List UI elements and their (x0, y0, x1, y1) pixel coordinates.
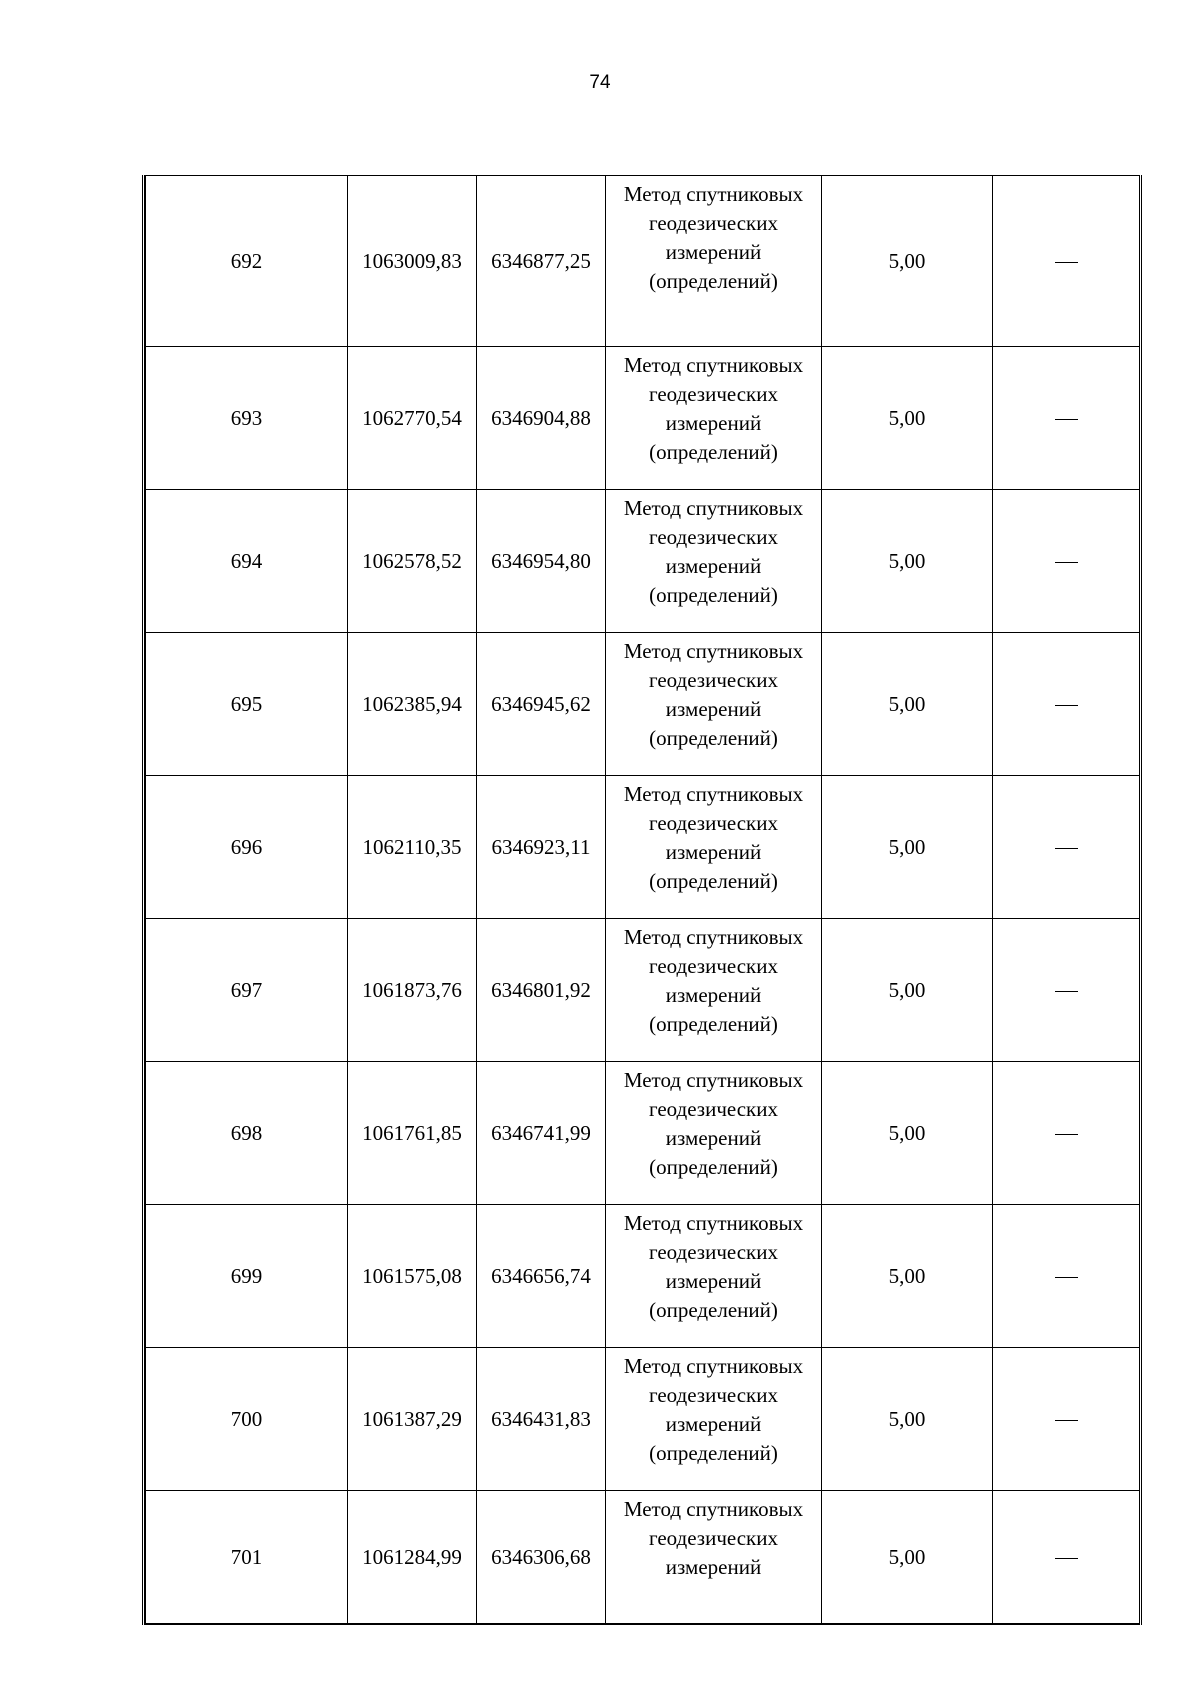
dash-mark (1055, 1277, 1078, 1278)
x-coordinate-cell: 1061873,76 (348, 919, 477, 1062)
method-cell (606, 347, 822, 490)
method-cell (606, 633, 822, 776)
method-line: геодезических (648, 668, 778, 692)
y-coordinate-cell: 6346877,25 (477, 176, 606, 347)
method-line: геодезических (648, 811, 778, 835)
method-line: Метод спутниковых (623, 639, 804, 663)
accuracy-cell: 5,00 (822, 1205, 993, 1348)
y-coordinate-cell: 6346431,83 (477, 1348, 606, 1491)
y-coordinate-cell: 6346954,80 (477, 490, 606, 633)
point-number-cell: 693 (146, 347, 348, 490)
table-row (146, 1062, 1140, 1205)
method-line: Метод спутниковых (623, 1211, 804, 1235)
point-number-cell: 699 (146, 1205, 348, 1348)
method-cell (606, 1491, 822, 1625)
dash-mark (1055, 562, 1078, 563)
method-line: геодезических (648, 1097, 778, 1121)
method-line: (определений) (649, 1441, 778, 1465)
method-line: (определений) (649, 1012, 778, 1036)
dash-mark (1055, 1134, 1078, 1135)
method-line: измерений (665, 554, 762, 578)
method-line: Метод спутниковых (623, 182, 804, 206)
method-line: измерений (665, 840, 762, 864)
method-line: измерений (665, 240, 762, 264)
method-line: геодезических (648, 525, 778, 549)
method-line: геодезических (648, 1526, 778, 1550)
method-cell (606, 176, 822, 347)
note-cell (993, 490, 1140, 633)
method-line: геодезических (648, 211, 778, 235)
y-coordinate-cell: 6346656,74 (477, 1205, 606, 1348)
method-line: (определений) (649, 583, 778, 607)
accuracy-cell: 5,00 (822, 490, 993, 633)
method-line: Метод спутниковых (623, 353, 804, 377)
y-coordinate-cell: 6346306,68 (477, 1491, 606, 1625)
method-line: измерений (665, 983, 762, 1007)
y-coordinate-cell: 6346923,11 (477, 776, 606, 919)
table-row (146, 347, 1140, 490)
method-line: Метод спутниковых (623, 925, 804, 949)
method-line: геодезических (648, 954, 778, 978)
accuracy-cell: 5,00 (822, 1062, 993, 1205)
x-coordinate-cell: 1063009,83 (348, 176, 477, 347)
note-cell (993, 776, 1140, 919)
table-row (146, 490, 1140, 633)
point-number-cell: 697 (146, 919, 348, 1062)
method-line: измерений (665, 697, 762, 721)
x-coordinate-cell: 1061761,85 (348, 1062, 477, 1205)
note-cell (993, 1062, 1140, 1205)
table-row (146, 176, 1140, 347)
x-coordinate-cell: 1061575,08 (348, 1205, 477, 1348)
method-line: (определений) (649, 269, 778, 293)
method-line: (определений) (649, 440, 778, 464)
point-number-cell: 692 (146, 176, 348, 347)
table-row (146, 633, 1140, 776)
point-number-cell: 700 (146, 1348, 348, 1491)
method-line: измерений (665, 1126, 762, 1150)
point-number-cell: 694 (146, 490, 348, 633)
accuracy-cell: 5,00 (822, 1348, 993, 1491)
method-line: геодезических (648, 1240, 778, 1264)
dash-mark (1055, 1558, 1078, 1559)
method-line: измерений (665, 1269, 762, 1293)
dash-mark (1055, 848, 1078, 849)
point-number-cell: 695 (146, 633, 348, 776)
dash-mark (1055, 991, 1078, 992)
x-coordinate-cell: 1062578,52 (348, 490, 477, 633)
method-line: Метод спутниковых (623, 1068, 804, 1092)
accuracy-cell: 5,00 (822, 176, 993, 347)
dash-mark (1055, 262, 1078, 263)
note-cell (993, 633, 1140, 776)
method-line: измерений (665, 411, 762, 435)
method-cell (606, 1348, 822, 1491)
note-cell (993, 1205, 1140, 1348)
method-cell (606, 776, 822, 919)
point-number-cell: 698 (146, 1062, 348, 1205)
x-coordinate-cell: 1061284,99 (348, 1491, 477, 1625)
method-cell (606, 490, 822, 633)
y-coordinate-cell: 6346741,99 (477, 1062, 606, 1205)
method-line: Метод спутниковых (623, 782, 804, 806)
method-line: (определений) (649, 869, 778, 893)
dash-mark (1055, 1420, 1078, 1421)
method-line: измерений (665, 1412, 762, 1436)
method-line: Метод спутниковых (623, 1497, 804, 1521)
point-number-cell: 696 (146, 776, 348, 919)
note-cell (993, 919, 1140, 1062)
method-line: геодезических (648, 1383, 778, 1407)
method-line: (определений) (649, 726, 778, 750)
note-cell (993, 1348, 1140, 1491)
method-line: измерений (665, 1555, 762, 1579)
y-coordinate-cell: 6346904,88 (477, 347, 606, 490)
x-coordinate-cell: 1062110,35 (348, 776, 477, 919)
table-row (146, 1205, 1140, 1348)
x-coordinate-cell: 1062770,54 (348, 347, 477, 490)
point-number-cell: 701 (146, 1491, 348, 1625)
table-row (146, 776, 1140, 919)
dash-mark (1055, 705, 1078, 706)
y-coordinate-cell: 6346945,62 (477, 633, 606, 776)
note-cell (993, 347, 1140, 490)
note-cell (993, 176, 1140, 347)
method-cell (606, 1205, 822, 1348)
accuracy-cell: 5,00 (822, 633, 993, 776)
x-coordinate-cell: 1062385,94 (348, 633, 477, 776)
dash-mark (1055, 419, 1078, 420)
method-line: (определений) (649, 1298, 778, 1322)
accuracy-cell: 5,00 (822, 1491, 993, 1625)
method-line: (определений) (649, 1155, 778, 1179)
accuracy-cell: 5,00 (822, 919, 993, 1062)
method-line: Метод спутниковых (623, 496, 804, 520)
method-cell (606, 1062, 822, 1205)
table-row (146, 919, 1140, 1062)
method-cell (606, 919, 822, 1062)
coordinates-table (142, 175, 1142, 1625)
x-coordinate-cell: 1061387,29 (348, 1348, 477, 1491)
method-line: Метод спутниковых (623, 1354, 804, 1378)
table-row (146, 1348, 1140, 1491)
accuracy-cell: 5,00 (822, 776, 993, 919)
method-line: геодезических (648, 382, 778, 406)
table-row (146, 1491, 1140, 1625)
page-number: 74 (589, 72, 611, 93)
y-coordinate-cell: 6346801,92 (477, 919, 606, 1062)
table-body (146, 176, 1140, 1625)
note-cell (993, 1491, 1140, 1625)
accuracy-cell: 5,00 (822, 347, 993, 490)
